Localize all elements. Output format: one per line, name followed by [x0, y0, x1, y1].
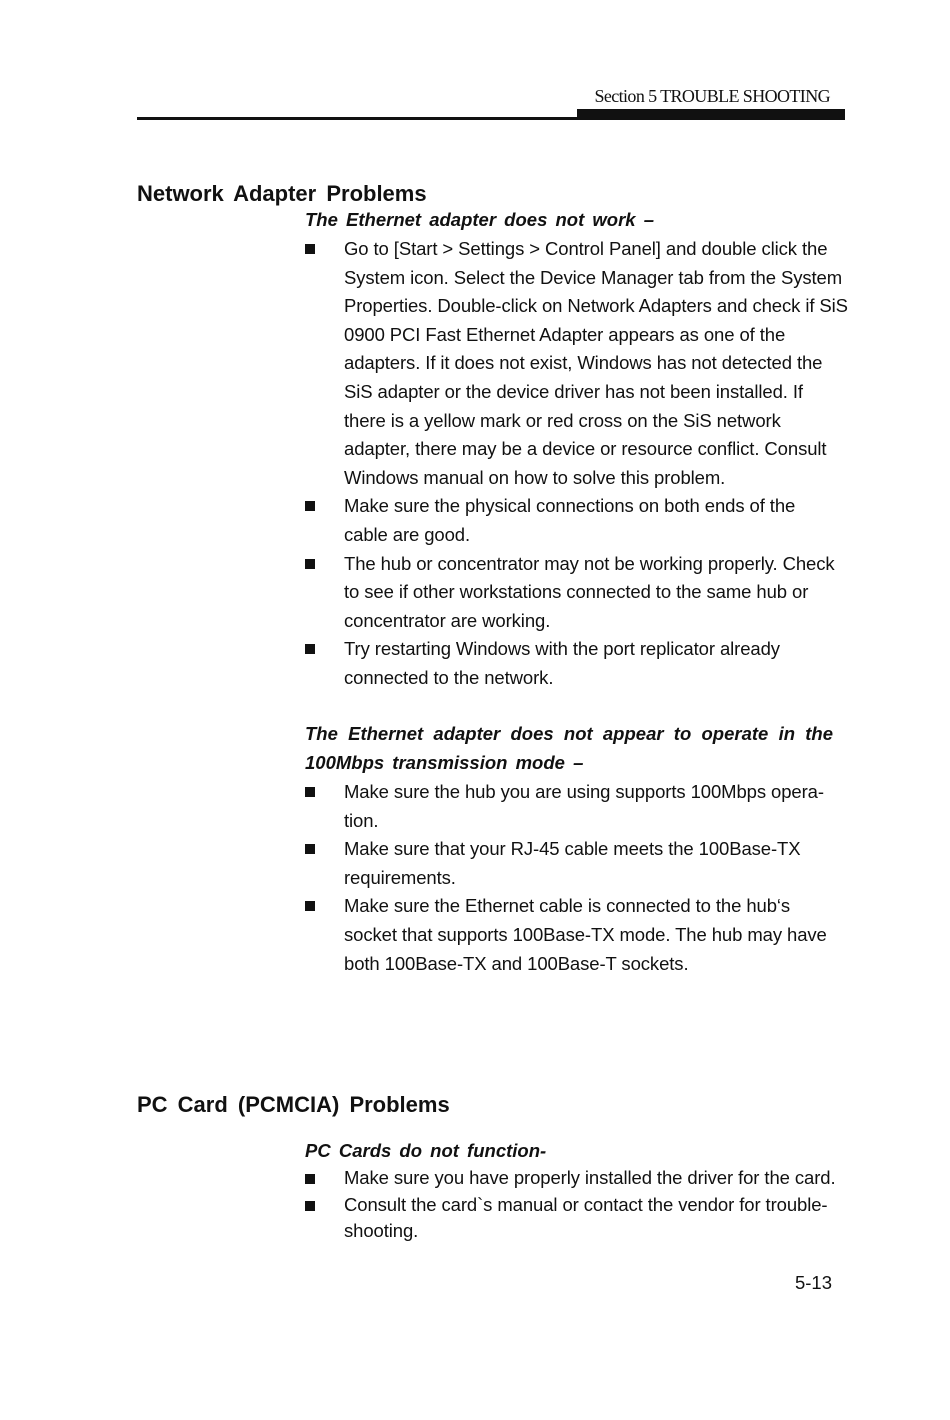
page-number: 5-13 [794, 1272, 832, 1293]
bullet-square-icon [305, 1201, 315, 1211]
section-title-pc-card: PC Card (PCMCIA) Problems [137, 1092, 450, 1117]
bullet-square-icon [305, 244, 315, 254]
bullet-list-pc-card [305, 1165, 850, 1245]
list-item [305, 550, 849, 636]
list-item-text: Make sure the hub you are using supports 100Mbps opera-tion. [344, 781, 824, 831]
list-item [305, 492, 824, 549]
section-label: Section 5 TROUBLE SHOOTING [594, 86, 830, 106]
list-item-text: The hub or concentrator may not be working properly. Check to see if other workstations connected to the same hub or concentrator are working. [344, 552, 835, 631]
list-item-text: Consult the card`s manual or contact the vendor for trouble-shooting. [344, 1193, 828, 1241]
list-item [305, 778, 844, 835]
section-title-network: Network Adapter Problems [137, 181, 427, 206]
list-item-text: Make sure the Ethernet cable is connected to the hub‘s socket that supports 100Base-TX mode. The hub may have both 100Base-TX and 100Base-T sockets. [344, 895, 827, 974]
bullet-list-ethernet-not-working [305, 235, 850, 693]
list-item [305, 635, 824, 692]
header-rule-thick [577, 109, 845, 120]
bullet-square-icon [305, 844, 315, 854]
header-rule-thin [137, 117, 579, 120]
list-item [305, 892, 844, 978]
bullet-square-icon [305, 559, 315, 569]
bullet-square-icon [305, 501, 315, 511]
bullet-square-icon [305, 644, 315, 654]
list-item-text: Try restarting Windows with the port replicator already connected to the network. [344, 638, 780, 688]
bullet-list-100mbps [305, 778, 850, 978]
list-item [305, 835, 824, 892]
subhead-ethernet-not-working: The Ethernet adapter does not work – [305, 209, 655, 230]
bullet-square-icon [305, 901, 315, 911]
list-item [305, 235, 849, 492]
subhead-pc-cards-not-function: PC Cards do not function- [305, 1140, 547, 1161]
bullet-square-icon [305, 787, 315, 797]
subhead-100mbps-mode: The Ethernet adapter does not appear to operate in the 100Mbps transmission mode – [305, 723, 833, 773]
list-item-text: Make sure the physical connections on both ends of the cable are good. [344, 495, 796, 545]
list-item [305, 1192, 844, 1245]
list-item-text: Make sure that your RJ-45 cable meets the 100Base-TX requirements. [344, 838, 801, 888]
list-item-text: Make sure you have properly installed the driver for the card. [344, 1167, 836, 1188]
bullet-square-icon [305, 1174, 315, 1184]
list-item-text: Go to [Start > Settings > Control Panel] and double click the System icon. Select the Device Manager tab from the System Properties. Double-click on Network Adapters and check if SiS 0900 PCI Fast Ethernet Adapter appears as one of the adapters. If it does not exist, Windows has not detected the SiS adapter or the device driver has not been installed. If there is a yellow mark or red cross on the SiS network adapter, there may be a device or resource conflict. Consult Windows manual on how to solve this problem. [344, 238, 848, 488]
list-item [305, 1165, 854, 1192]
